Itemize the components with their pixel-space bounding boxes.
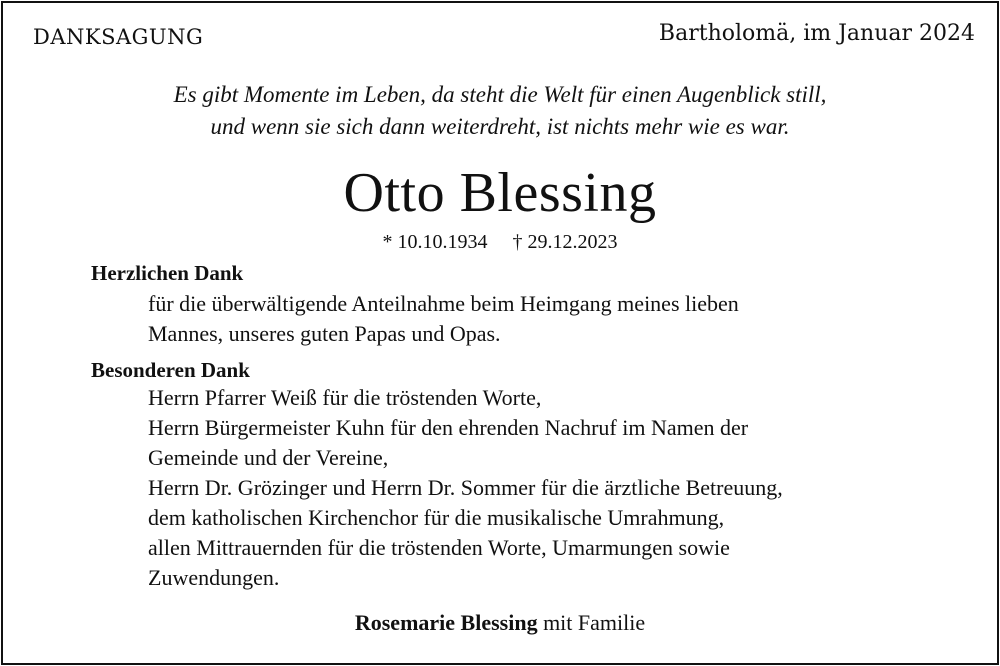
signature-name: Rosemarie Blessing	[354, 610, 538, 635]
text-line: dem katholischen Kirchenchor für die musikalische Umrahmung,	[148, 505, 725, 530]
motto-line: und wenn sie sich dann weiterdreht, ist nichts mehr wie es war.	[210, 114, 790, 139]
signature	[3, 610, 997, 636]
notice-type-label: DANKSAGUNG	[33, 25, 204, 49]
motto-quote	[3, 79, 997, 143]
section-body-besonderen-dank	[148, 383, 783, 593]
life-dates	[3, 231, 997, 254]
signature-suffix: mit Familie	[543, 610, 646, 635]
section-title-besonderen-dank: Besonderen Dank	[91, 358, 250, 382]
text-line: Zuwendungen.	[148, 565, 280, 590]
text-line: Herrn Bürgermeister Kuhn für den ehrenden Nachruf im Namen der	[148, 415, 749, 440]
text-line: Herrn Pfarrer Weiß für die tröstenden Worte,	[148, 385, 542, 410]
text-line: Herrn Dr. Grözinger und Herrn Dr. Sommer für die ärztliche Betreuung,	[148, 475, 783, 500]
text-line: Gemeinde und der Vereine,	[148, 445, 389, 470]
section-title-herzlichen-dank: Herzlichen Dank	[91, 261, 244, 285]
obituary-notice	[1, 1, 999, 665]
deceased-name: Otto Blessing	[343, 162, 657, 224]
text-line: für die überwältigende Anteilnahme beim Heimgang meines lieben	[148, 291, 739, 316]
section-body-herzlichen-dank	[148, 289, 739, 349]
text-line: allen Mittrauernden für die tröstenden Worte, Umarmungen sowie	[148, 535, 730, 560]
death-date: † 29.12.2023	[512, 231, 618, 253]
motto-line: Es gibt Momente im Leben, da steht die Welt für einen Augenblick still,	[173, 82, 827, 107]
text-line: Mannes, unseres guten Papas und Opas.	[148, 321, 501, 346]
birth-date: * 10.10.1934	[382, 231, 488, 253]
place-and-date: Bartholomä, im Januar 2024	[658, 21, 975, 46]
